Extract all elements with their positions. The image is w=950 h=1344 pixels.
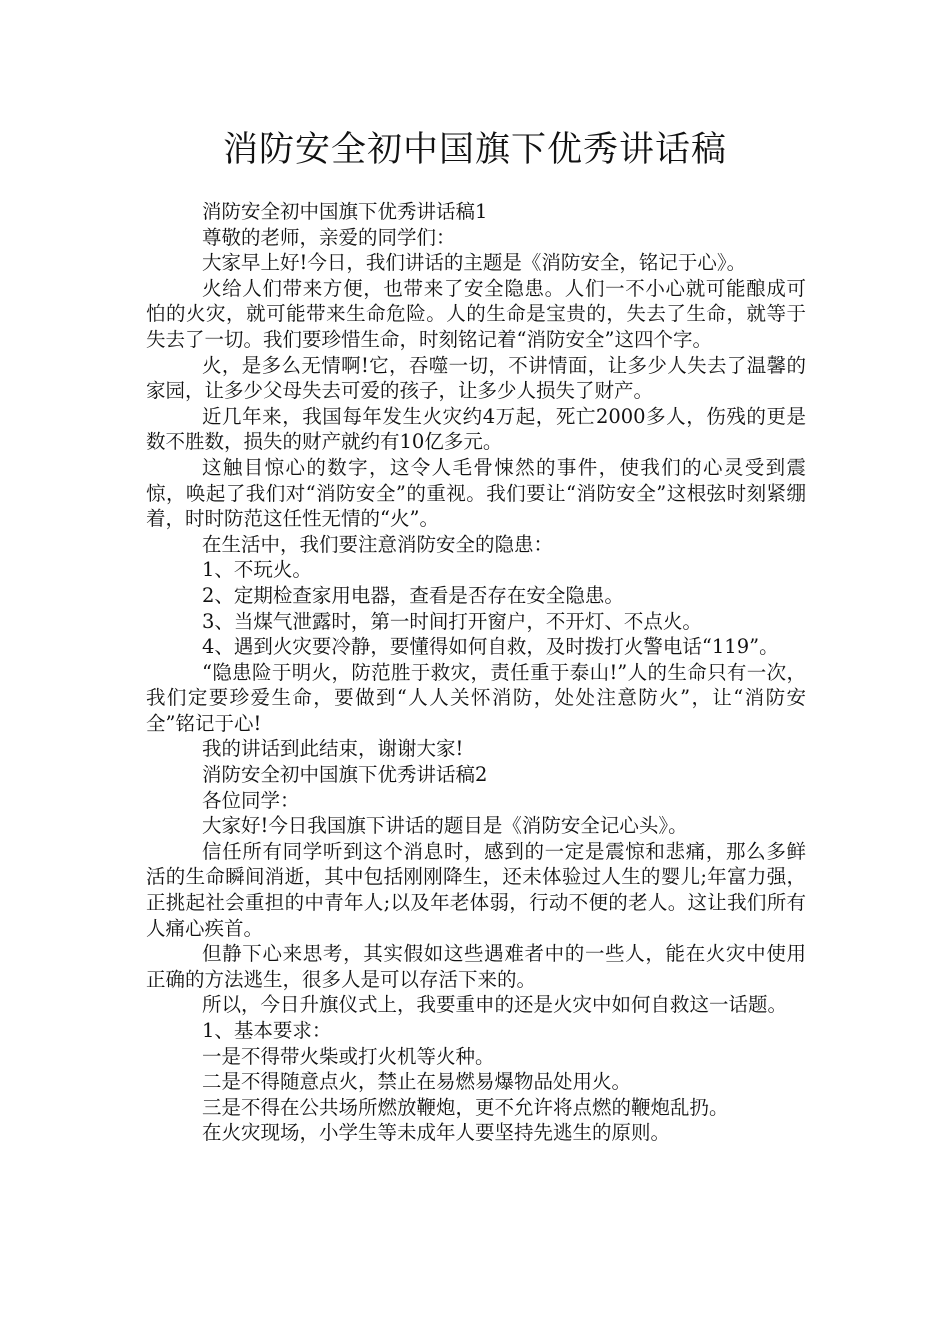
- paragraph: 在生活中，我们要注意消防安全的隐患：: [202, 532, 554, 556]
- paragraph: 信任所有同学听到这个消息时，感到的一定是震惊和悲痛，那么多鲜活的生命瞬间消逝，其中包括刚刚降生，还未体验过人生的婴儿;年富力强，正挑起社会重担的中青年人;以及年老体弱，行动不便的老人。这让我们所有人痛心疾首。: [146, 839, 806, 940]
- list-item: 2、定期检查家用电器，查看是否存在安全隐患。: [202, 583, 624, 607]
- paragraph: 近几年来，我国每年发生火灾约4万起，死亡2000多人，伤残的更是数不胜数，损失的财产就约有10亿多元。: [146, 404, 806, 454]
- list-item: 二是不得随意点火，禁止在易燃易爆物品处用火。: [202, 1070, 632, 1094]
- salutation: 尊敬的老师，亲爱的同学们：: [202, 225, 456, 249]
- paragraph: 但静下心来思考，其实假如这些遇难者中的一些人，能在火灾中使用正确的方法逃生，很多人是可以存活下来的。: [146, 942, 806, 991]
- list-item: 一是不得带火柴或打火机等火种。: [202, 1044, 495, 1068]
- paragraph: “隐患险于明火，防范胜于救灾，责任重于泰山!”人的生命只有一次，我们定要珍爱生命，要做到“人人关怀消防，处处注意防火”，让“消防安全”铭记于心!: [146, 660, 806, 735]
- paragraph: 所以，今日升旗仪式上，我要重申的还是火灾中如何自救这一话题。: [202, 993, 788, 1017]
- paragraph: 这触目惊心的数字，这令人毛骨悚然的事件，使我们的心灵受到震惊，唤起了我们对“消防安全”的重视。我们要让“消防安全”这根弦时刻紧绷着，时时防范这任性无情的“火”。: [146, 455, 806, 531]
- list-item: 1、基本要求：: [202, 1019, 332, 1042]
- list-item: 1、不玩火。: [202, 558, 312, 582]
- list-item: 三是不得在公共场所燃放鞭炮，更不允许将点燃的鞭炮乱扔。: [202, 1095, 729, 1119]
- paragraph: 大家早上好!今日，我们讲话的主题是《消防安全，铭记于心》。: [202, 251, 747, 275]
- list-item: 3、当煤气泄露时，第一时间打开窗户，不开灯、不点火。: [202, 609, 702, 633]
- salutation: 各位同学：: [202, 788, 300, 812]
- section-heading-1: 消防安全初中国旗下优秀讲话稿1: [202, 200, 488, 223]
- paragraph: 我的讲话到此结束，谢谢大家!: [202, 737, 464, 761]
- paragraph: 大家好!今日我国旗下讲话的题目是《消防安全记心头》。: [202, 814, 688, 838]
- document-body: [146, 199, 806, 1146]
- document-title: 消防安全初中国旗下优秀讲话稿: [222, 130, 727, 170]
- paragraph: 火给人们带来方便，也带来了安全隐患。人们一不小心就可能酿成可怕的火灾，就可能带来生命危险。人的生命是宝贵的，失去了生命，就等于失去了一切。我们要珍惜生命，时刻铭记着“消防安全”这四个字。: [146, 276, 806, 351]
- paragraph: 在火灾现场，小学生等未成年人要坚持先逃生的原则。: [202, 1121, 671, 1145]
- list-item: 4、遇到火灾要冷静，要懂得如何自救，及时拨打火警电话“119”。: [202, 635, 779, 659]
- paragraph: 火，是多么无情啊!它，吞噬一切，不讲情面，让多少人失去了温馨的家园，让多少父母失去可爱的孩子，让多少人损失了财产。: [146, 353, 806, 403]
- section-heading-2: 消防安全初中国旗下优秀讲话稿2: [202, 763, 488, 787]
